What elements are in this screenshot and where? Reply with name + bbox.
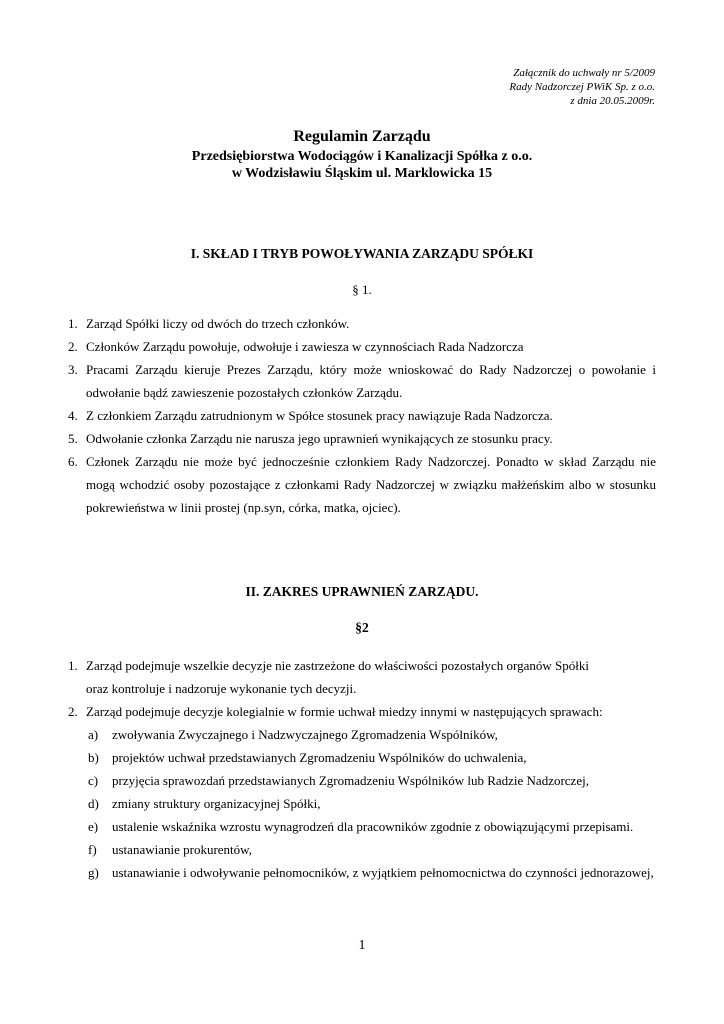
section-1-heading: I. SKŁAD I TRYB POWOŁYWANIA ZARZĄDU SPÓŁKI xyxy=(190,246,534,261)
sub-list-letter: e) xyxy=(88,819,99,834)
list-item-text: Z członkiem Zarządu zatrudnionym w Spółce stosunek pracy nawiązuje Rada Nadzorcza. xyxy=(86,408,553,423)
list-item xyxy=(68,654,656,700)
section-1-paragraph-mark: § 1. xyxy=(352,282,372,297)
list-item-text: Zarząd Spółki liczy od dwóch do trzech członków. xyxy=(86,316,350,331)
sub-list-letter: d) xyxy=(88,796,99,811)
list-item xyxy=(68,404,656,427)
section-2-heading: II. ZAKRES UPRAWNIEŃ ZARZĄDU. xyxy=(245,584,479,599)
list-item-text: Odwołanie członka Zarządu nie narusza jego uprawnień wynikających ze stosunku pracy. xyxy=(86,431,553,446)
sub-list-letter: a) xyxy=(88,727,99,742)
list-item-text-line-1: Zarząd podejmuje wszelkie decyzje nie zastrzeżone do właściwości pozostałych organów Spółki xyxy=(86,658,589,673)
list-item-number: 2. xyxy=(68,704,78,719)
list-item-text: Członków Zarządu powołuje, odwołuje i zawiesza w czynnościach Rada Nadzorcza xyxy=(86,339,524,354)
sub-list-item xyxy=(88,792,656,815)
list-item xyxy=(68,335,656,358)
list-item-number: 2. xyxy=(68,339,78,354)
list-item-text: Zarząd podejmuje decyzje kolegialnie w formie uchwał miedzy innymi w następujących sprawach: xyxy=(86,704,603,719)
sub-list-text: przyjęcia sprawozdań przedstawianych Zgromadzeniu Wspólników lub Radzie Nadzorczej, xyxy=(112,773,589,788)
document-subtitle-1: Przedsiębiorstwa Wodociągów i Kanalizacji Spółka z o.o. xyxy=(191,149,533,164)
section-2-paragraph-mark: §2 xyxy=(355,620,369,635)
list-item-number: 3. xyxy=(68,362,78,377)
sub-list-item xyxy=(88,815,656,838)
sub-list-item xyxy=(88,861,656,884)
sub-list-text: projektów uchwał przedstawianych Zgromadzeniu Wspólników do uchwalenia, xyxy=(112,750,527,765)
sub-list-letter: f) xyxy=(88,842,97,857)
list-item xyxy=(68,450,656,519)
sub-list-letter: c) xyxy=(88,773,99,788)
list-item xyxy=(68,358,656,404)
sub-list-item xyxy=(88,838,656,861)
sub-list-letter: b) xyxy=(88,750,99,765)
annex-note xyxy=(509,66,655,108)
list-item-number: 1. xyxy=(68,658,78,673)
annex-line-3: z dnia 20.05.2009r. xyxy=(570,95,655,107)
sub-list-text: zmiany struktury organizacyjnej Spółki, xyxy=(112,796,321,811)
section-2-list xyxy=(68,654,656,884)
document-subtitle-2: w Wodzisławiu Śląskim ul. Marklowicka 15 xyxy=(231,166,493,181)
sub-list-text: ustalenie wskaźnika wzrostu wynagrodzeń dla pracowników zgodnie z obowiązującymi przepisami. xyxy=(112,819,634,834)
sub-list-item xyxy=(88,723,656,746)
list-item-text-line-2: oraz kontroluje i nadzoruje wykonanie tych decyzji. xyxy=(86,681,357,696)
list-item-number: 6. xyxy=(68,454,78,469)
list-item-text: Członek Zarządu nie może być jednocześnie członkiem Rady Nadzorczej. Ponadto w skład Zarządu nie mogą wchodzić osoby pozostające z członkami Rady Nadzorczej w związku małżeńskim albo w stosunku pokrewieństwa w linii prostej (np.syn, córka, matka, ojciec). xyxy=(86,454,656,515)
list-item xyxy=(68,700,656,723)
sub-list-item xyxy=(88,746,656,769)
list-item-number: 5. xyxy=(68,431,78,446)
section-1-list xyxy=(68,312,656,519)
document-title: Regulamin Zarządu xyxy=(293,128,431,145)
sub-list-text: zwoływania Zwyczajnego i Nadzwyczajnego Zgromadzenia Wspólników, xyxy=(112,727,498,742)
list-item-text: Pracami Zarządu kieruje Prezes Zarządu, który może wnioskować do Rady Nadzorczej o powołanie i odwołanie bądź zawieszenie pozostałych członków Zarządu. xyxy=(86,362,656,400)
annex-line-2: Rady Nadzorczej PWiK Sp. z o.o. xyxy=(509,81,655,93)
list-item xyxy=(68,312,656,335)
sub-list-text: ustanawianie i odwoływanie pełnomocników, z wyjątkiem pełnomocnictwa do czynności jednorazowej, xyxy=(112,865,654,880)
annex-line-1: Załącznik do uchwały nr 5/2009 xyxy=(513,67,655,79)
sub-list-item xyxy=(88,769,656,792)
sub-list-letter: g) xyxy=(88,865,99,880)
list-item-number: 1. xyxy=(68,316,78,331)
list-item xyxy=(68,427,656,450)
sub-list-text: ustanawianie prokurentów, xyxy=(112,842,252,857)
list-item-number: 4. xyxy=(68,408,78,423)
page-number: 1 xyxy=(358,938,366,953)
